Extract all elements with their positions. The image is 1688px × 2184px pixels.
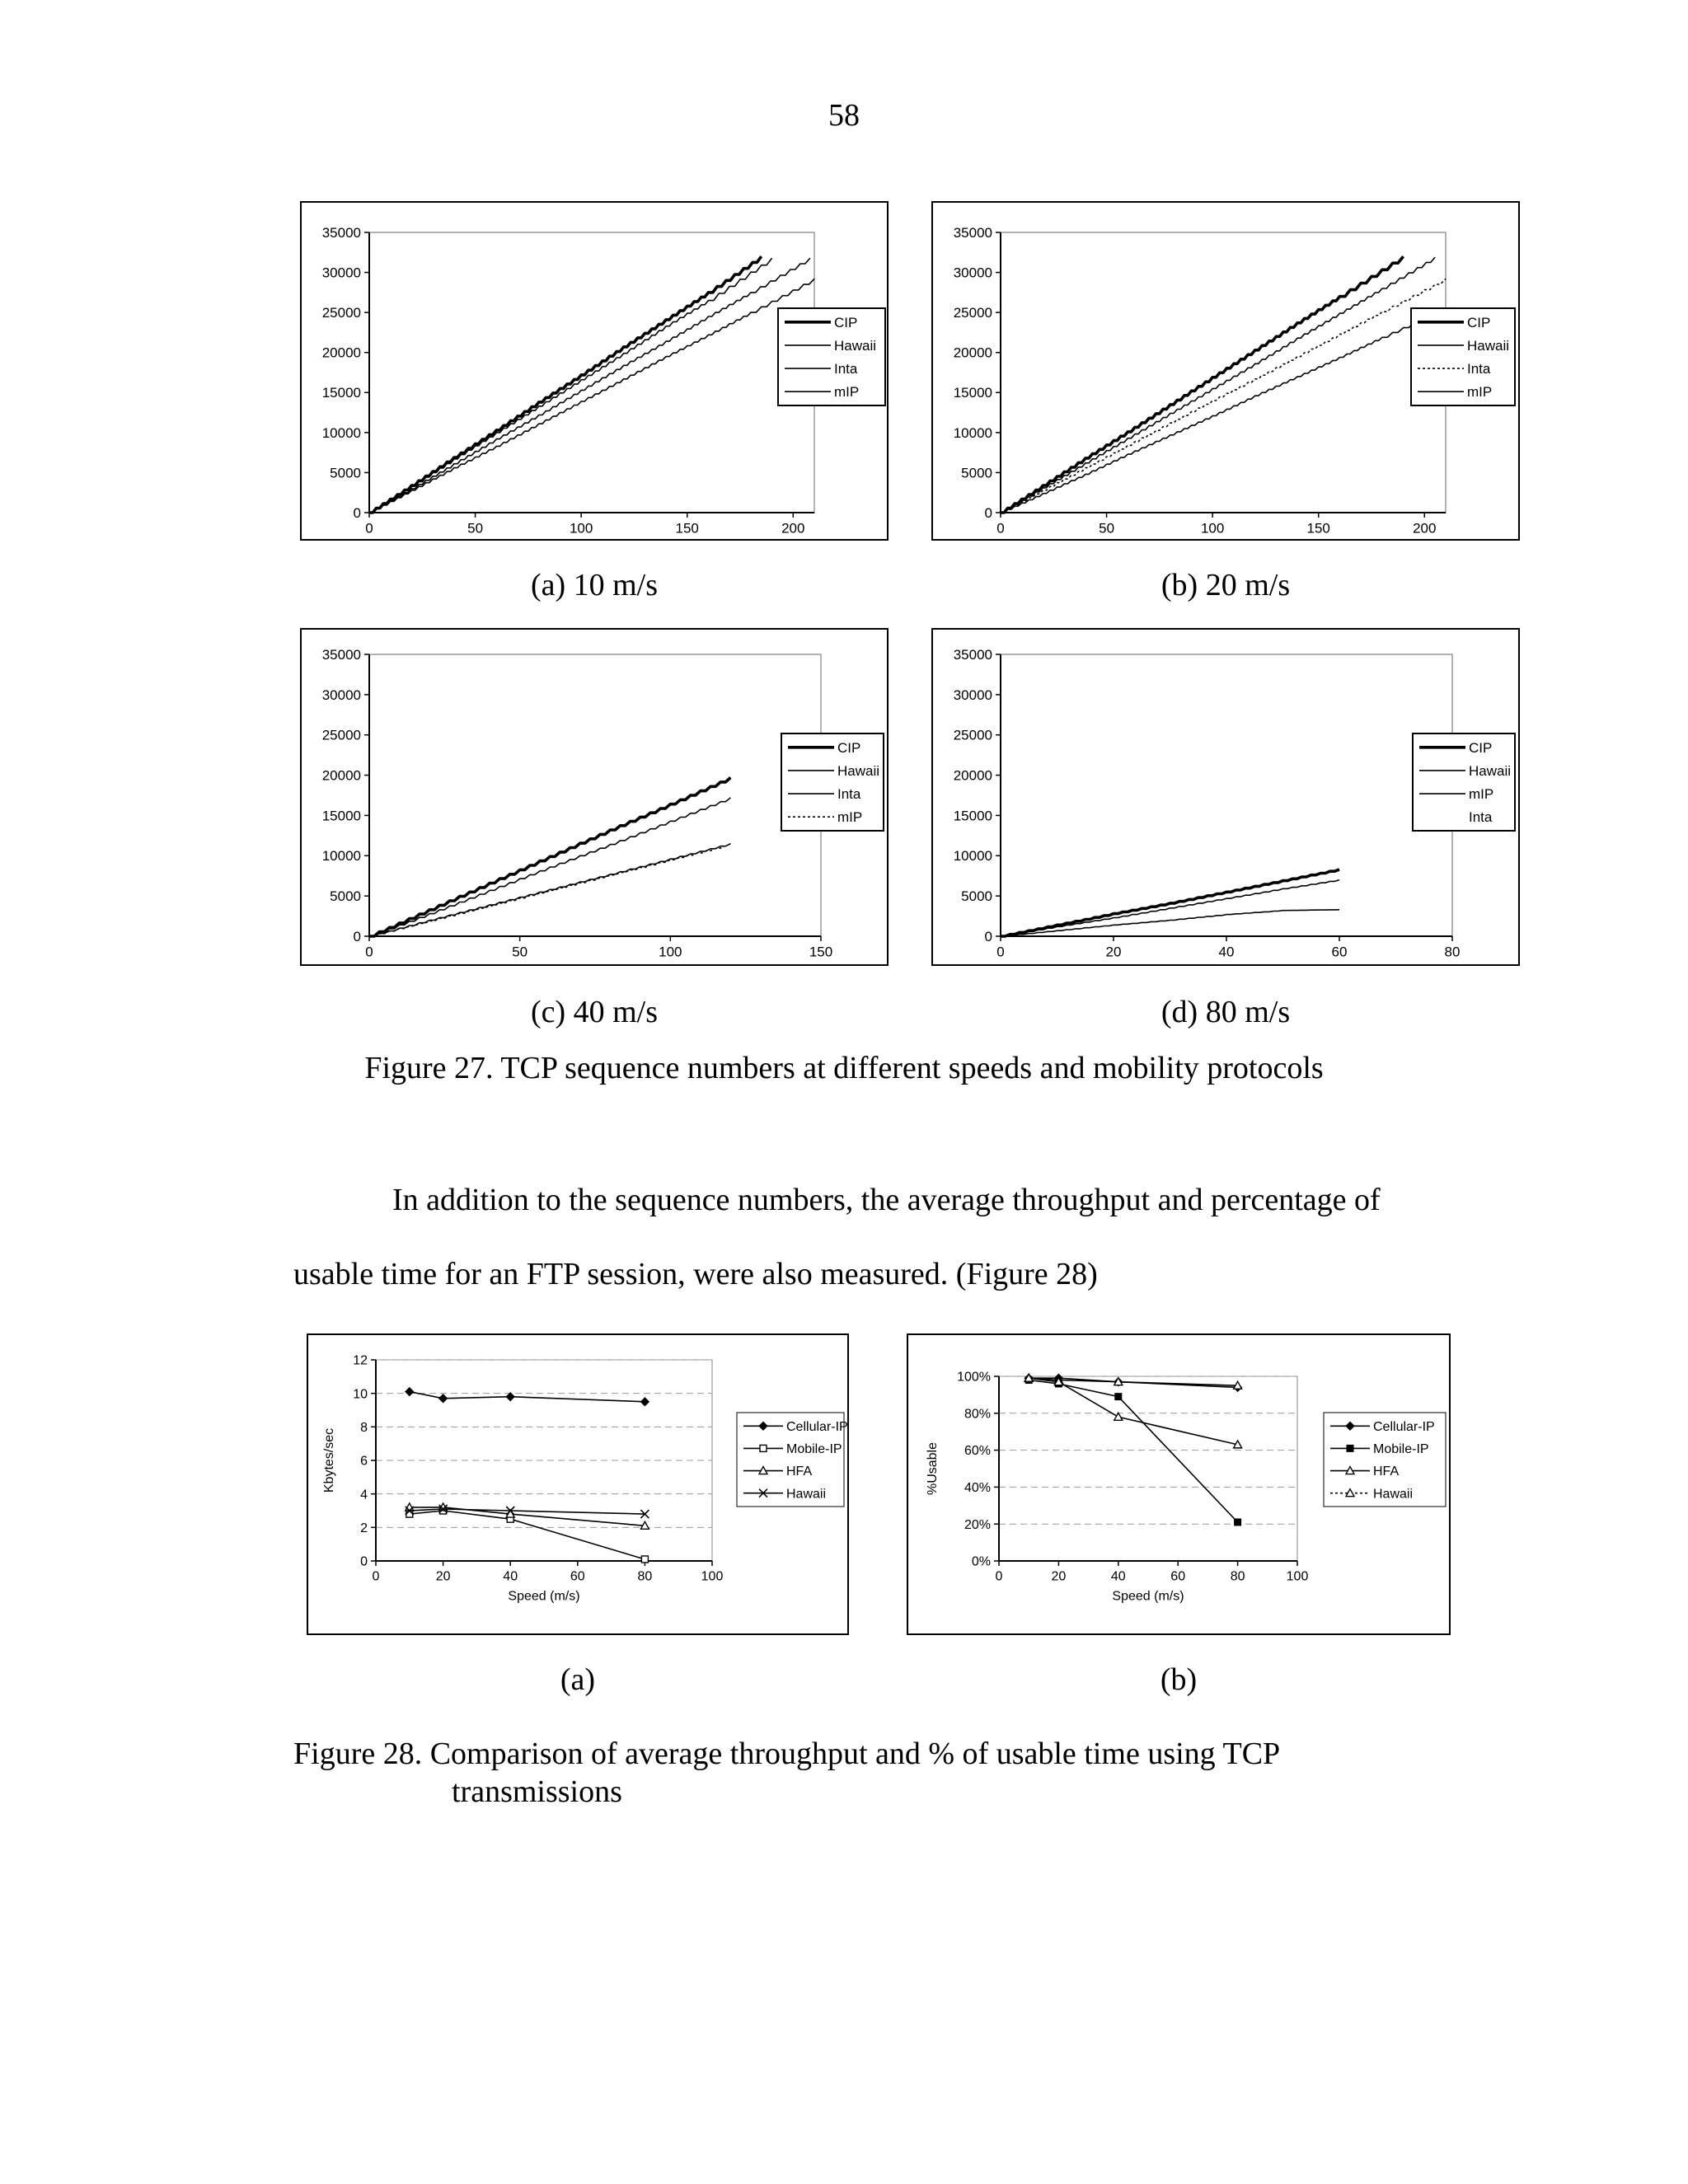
fig27b-svg (933, 203, 1522, 542)
fig28b-x-tick-label: 20 (1051, 1569, 1067, 1584)
fig28b-y-axis-label: %Usable (926, 1441, 940, 1496)
fig27b-y-tick-label: 30000 (953, 265, 992, 281)
fig27a-y-tick-label: 20000 (321, 344, 361, 361)
fig28b-y-tick-label: 100% (957, 1370, 991, 1385)
fig28a-series-1-point (406, 1511, 413, 1517)
fig28b-x-tick-label: 0 (995, 1569, 1003, 1584)
fig27a-y-tick-label: 5000 (330, 465, 361, 481)
fig27d-legend-label: Hawaii (1469, 762, 1512, 779)
fig28a-plot-area (376, 1360, 712, 1561)
fig28a-x-tick-label: 40 (503, 1569, 518, 1584)
fig28b-x-tick-label: 80 (1230, 1569, 1245, 1584)
fig27a-x-tick-label: 150 (675, 520, 699, 537)
fig28a-y-tick-label: 8 (360, 1420, 368, 1435)
fig27b-y-tick-label: 15000 (953, 385, 992, 401)
fig27a-x-tick-label: 50 (467, 520, 484, 537)
fig27c-y-tick-label: 25000 (321, 727, 361, 743)
fig27a-svg (302, 203, 890, 542)
fig28b-y-tick-label: 80% (964, 1407, 991, 1422)
fig27d-x-tick-label: 40 (1218, 944, 1235, 960)
fig28b-legend-label: HFA (1373, 1465, 1400, 1479)
fig27b-x-tick-label: 100 (1200, 520, 1225, 537)
fig28b-svg (908, 1335, 1452, 1637)
fig28a-y-tick-label: 6 (360, 1454, 368, 1469)
fig27a-x-tick-label: 200 (781, 520, 805, 537)
fig28a-chart (307, 1333, 849, 1635)
fig27c-legend-label: mIP (837, 809, 863, 826)
fig27d-y-tick-label: 25000 (953, 727, 992, 743)
fig28a-subcaption: (a) (560, 1662, 596, 1697)
fig27d-plot-area (1001, 654, 1452, 936)
fig27-caption: Figure 27. TCP sequence numbers at different speeds and mobility protocols (364, 1051, 1324, 1085)
fig27d-y-tick-label: 30000 (953, 687, 992, 703)
fig28b-legend-marker (1347, 1445, 1353, 1451)
fig27b-y-tick-label: 25000 (953, 305, 992, 321)
fig27d-x-tick-label: 60 (1331, 944, 1348, 960)
fig27a-y-tick-label: 35000 (321, 224, 361, 241)
fig28a-y-axis-label: Kbytes/sec (322, 1427, 336, 1493)
fig27c-legend-label: Hawaii (837, 762, 880, 779)
fig28-caption-line-2: transmissions (452, 1774, 622, 1809)
fig28b-series-1-point (1115, 1394, 1122, 1400)
fig27b-legend-label: Inta (1467, 360, 1491, 377)
fig28b-y-tick-label: 60% (964, 1444, 991, 1459)
fig27d-legend-label: CIP (1469, 739, 1493, 756)
fig27a-subcaption: (a) 10 m/s (530, 568, 659, 602)
fig28a-y-tick-label: 12 (353, 1353, 368, 1368)
fig27a-y-tick-label: 10000 (321, 424, 361, 441)
fig27b-x-tick-label: 50 (1099, 520, 1115, 537)
fig27d-y-tick-label: 15000 (953, 808, 992, 824)
fig27d-y-tick-label: 10000 (953, 848, 992, 865)
fig27c-subcaption: (c) 40 m/s (530, 995, 659, 1029)
fig28a-x-tick-label: 100 (701, 1569, 724, 1584)
fig27b-x-tick-label: 150 (1306, 520, 1330, 537)
fig27b-legend-label: CIP (1467, 314, 1491, 330)
fig28b-y-tick-label: 40% (964, 1481, 991, 1495)
fig27a-legend-label: CIP (834, 314, 858, 330)
fig27b-chart (931, 201, 1520, 541)
fig28b-x-tick-label: 40 (1110, 1569, 1126, 1584)
fig27d-y-tick-label: 0 (984, 928, 992, 944)
fig27b-legend-label: mIP (1467, 384, 1493, 401)
fig27d-y-tick-label: 20000 (953, 767, 992, 784)
fig27b-y-tick-label: 0 (984, 504, 992, 521)
fig27c-svg (302, 630, 890, 968)
fig28b-legend-label: Hawaii (1373, 1487, 1414, 1502)
fig27c-y-tick-label: 0 (353, 928, 361, 944)
fig27a-y-tick-label: 0 (353, 504, 361, 521)
fig28a-series-1-point (641, 1556, 648, 1563)
fig28b-series-1-point (1235, 1519, 1241, 1526)
fig28a-svg (308, 1335, 851, 1637)
fig27c-plot-area (369, 654, 821, 936)
fig27c-y-tick-label: 5000 (330, 888, 361, 905)
fig28a-legend-marker (760, 1445, 767, 1451)
fig27a-legend-label: Inta (834, 360, 858, 377)
fig27d-svg (933, 630, 1522, 968)
fig27d-legend-label: Inta (1469, 809, 1493, 826)
fig27d-y-tick-label: 35000 (953, 646, 992, 663)
fig28a-x-axis-label: Speed (m/s) (508, 1589, 580, 1604)
fig28-caption-line-1: Figure 28. Comparison of average throughput and % of usable time using TCP (293, 1736, 1281, 1771)
fig28b-x-tick-label: 100 (1286, 1569, 1309, 1584)
fig27a-y-tick-label: 15000 (321, 385, 361, 401)
fig28b-y-tick-label: 20% (964, 1517, 991, 1532)
fig27b-y-tick-label: 10000 (953, 424, 992, 441)
fig27c-legend-label: CIP (837, 739, 861, 756)
fig27d-subcaption: (d) 80 m/s (1160, 995, 1291, 1029)
fig28b-x-tick-label: 60 (1170, 1569, 1186, 1584)
fig28a-y-tick-label: 2 (360, 1521, 368, 1535)
fig27d-chart (931, 628, 1520, 966)
fig28b-x-axis-label: Speed (m/s) (1112, 1589, 1184, 1604)
paragraph-line-2: usable time for an FTP session, were also measured. (Figure 28) (293, 1257, 1098, 1291)
fig27a-x-tick-label: 0 (365, 520, 373, 537)
page-number: 58 (828, 98, 860, 133)
fig28a-x-tick-label: 60 (570, 1569, 585, 1584)
fig28b-y-tick-label: 0% (971, 1554, 991, 1569)
fig27b-subcaption: (b) 20 m/s (1160, 568, 1291, 602)
fig27c-x-tick-label: 100 (659, 944, 682, 960)
fig27c-legend-label: Inta (837, 785, 861, 802)
fig28a-legend-label: Mobile-IP (786, 1442, 842, 1457)
fig28a-x-tick-label: 80 (637, 1569, 653, 1584)
fig28b-plot-area (999, 1376, 1297, 1561)
fig28a-legend-label: Hawaii (786, 1487, 827, 1502)
fig27b-y-tick-label: 5000 (961, 465, 992, 481)
fig27d-x-tick-label: 0 (996, 944, 1005, 960)
fig27c-x-tick-label: 0 (365, 944, 373, 960)
fig27c-y-tick-label: 15000 (321, 808, 361, 824)
fig28a-x-tick-label: 20 (435, 1569, 451, 1584)
fig27b-x-tick-label: 0 (996, 520, 1005, 537)
fig27b-y-tick-label: 35000 (953, 224, 992, 241)
fig28b-legend-label: Cellular-IP (1373, 1419, 1435, 1434)
fig27a-x-tick-label: 100 (569, 520, 593, 537)
fig28a-x-tick-label: 0 (372, 1569, 380, 1584)
fig27a-chart (300, 201, 889, 541)
fig28a-y-tick-label: 4 (360, 1488, 368, 1502)
fig27b-y-tick-label: 20000 (953, 344, 992, 361)
fig28b-subcaption: (b) (1160, 1662, 1198, 1697)
fig27d-y-tick-label: 5000 (961, 888, 992, 905)
fig28b-legend-label: Mobile-IP (1373, 1442, 1429, 1457)
fig28a-y-tick-label: 0 (360, 1554, 368, 1569)
paragraph-line-1: In addition to the sequence numbers, the average throughput and percentage of (392, 1183, 1381, 1217)
fig27a-y-tick-label: 30000 (321, 265, 361, 281)
fig27d-x-tick-label: 20 (1105, 944, 1122, 960)
fig27d-x-tick-label: 80 (1444, 944, 1461, 960)
fig27c-chart (300, 628, 889, 966)
fig27a-y-tick-label: 25000 (321, 305, 361, 321)
fig27b-x-tick-label: 200 (1413, 520, 1437, 537)
fig28a-legend-label: HFA (786, 1465, 813, 1479)
fig28a-y-tick-label: 10 (353, 1387, 368, 1402)
fig27c-y-tick-label: 30000 (321, 687, 361, 703)
fig27a-legend-label: mIP (834, 384, 860, 401)
fig27a-legend-label: Hawaii (834, 337, 877, 354)
fig27c-y-tick-label: 35000 (321, 646, 361, 663)
fig28a-legend-label: Cellular-IP (786, 1419, 848, 1434)
fig27c-x-tick-label: 50 (512, 944, 528, 960)
fig27d-legend-label: mIP (1469, 785, 1494, 802)
fig27c-y-tick-label: 20000 (321, 767, 361, 784)
fig27c-x-tick-label: 150 (809, 944, 833, 960)
fig27b-legend-label: Hawaii (1467, 337, 1510, 354)
fig27c-y-tick-label: 10000 (321, 848, 361, 865)
fig28b-chart (907, 1333, 1451, 1635)
